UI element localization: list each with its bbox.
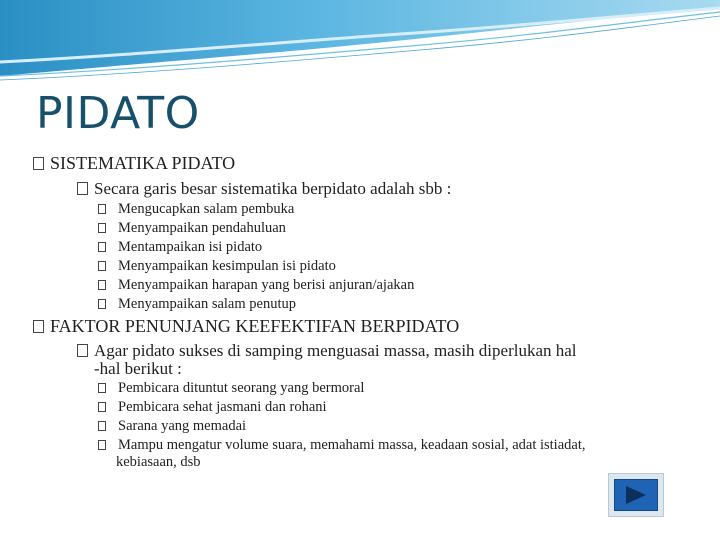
bullet-box-icon	[98, 440, 106, 450]
bullet-box-icon	[98, 242, 106, 252]
list-item	[98, 277, 414, 294]
bullet-box-icon	[77, 344, 88, 357]
list-item	[98, 380, 364, 397]
list-item-text: Menyampaikan harapan yang berisi anjuran/ajakan	[118, 277, 415, 293]
list-item-text: Mampu mengatur volume suara, memahami massa, keadaan sosial, adat istiadat,	[118, 437, 586, 453]
section-heading-faktor	[33, 316, 459, 337]
bullet-box-icon	[77, 182, 88, 195]
bullet-box-icon	[33, 320, 44, 333]
next-slide-button[interactable]	[608, 473, 664, 517]
bullet-box-icon	[98, 261, 106, 271]
list-item	[98, 399, 327, 416]
list-item	[98, 296, 296, 313]
list-item-text: Sarana yang memadai	[118, 418, 247, 434]
bullet-box-icon	[98, 280, 106, 290]
list-item-text: Menyampaikan kesimpulan isi pidato	[118, 258, 336, 274]
list-item	[98, 418, 246, 435]
bullet-box-icon	[98, 299, 106, 309]
section-heading-sistematika	[33, 153, 235, 174]
list-item-text: Menyampaikan pendahuluan	[118, 220, 286, 236]
list-item	[98, 220, 286, 237]
list-item	[98, 437, 585, 454]
section-intro	[77, 341, 577, 361]
section-intro	[77, 179, 451, 199]
bullet-box-icon	[98, 402, 106, 412]
list-item	[98, 239, 262, 256]
list-item	[98, 201, 294, 218]
list-item-text: Menyampaikan salam penutup	[118, 296, 296, 312]
section-intro-text: Agar pidato sukses di samping menguasai massa, masih diperlukan hal	[94, 341, 577, 360]
play-next-icon	[623, 484, 649, 506]
list-item-text: Mentampaikan isi pidato	[118, 239, 263, 255]
next-slide-button-face[interactable]	[614, 479, 658, 511]
list-item-text: Mengucapkan salam pembuka	[118, 201, 295, 217]
list-item-text: Pembicara dituntut seorang yang bermoral	[118, 380, 365, 396]
list-item-text: Pembicara sehat jasmani dan rohani	[118, 399, 327, 415]
section-intro-text: Secara garis besar sistematika berpidato adalah sbb :	[94, 179, 452, 198]
bullet-box-icon	[98, 383, 106, 393]
section-intro-continuation: -hal berikut :	[94, 359, 182, 378]
bullet-box-icon	[98, 421, 106, 431]
bullet-box-icon	[98, 204, 106, 214]
slide-title: PIDATO	[36, 88, 200, 139]
list-item	[98, 258, 336, 275]
bullet-box-icon	[98, 223, 106, 233]
list-item-continuation: kebiasaan, dsb	[116, 454, 201, 470]
bullet-box-icon	[33, 157, 44, 170]
header-wave-decoration	[0, 0, 720, 90]
section-heading-text: SISTEMATIKA PIDATO	[50, 153, 236, 173]
section-heading-text: FAKTOR PENUNJANG KEEFEKTIFAN BERPIDATO	[50, 316, 460, 336]
